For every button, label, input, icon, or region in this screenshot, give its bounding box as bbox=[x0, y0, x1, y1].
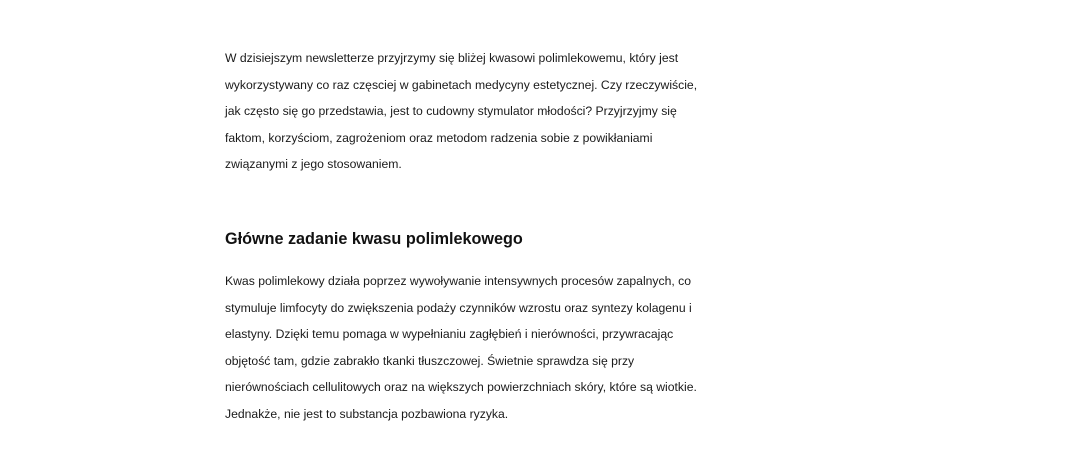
section-heading: Główne zadanie kwasu polimlekowego bbox=[225, 230, 523, 248]
section-paragraph bbox=[225, 268, 697, 428]
section-line: stymuluje limfocyty do zwiększenia podaży czynników wzrostu oraz syntezy kolagenu i bbox=[225, 300, 692, 315]
intro-line: wykorzystywany co raz częsciej w gabinetach medycyny estetycznej. Czy rzeczywiście, bbox=[225, 77, 698, 92]
intro-line: W dzisiejszym newsletterze przyjrzymy się bliżej kwasowi polimlekowemu, który jest bbox=[225, 51, 679, 65]
section-line: elastyny. Dzięki temu pomaga w wypełnianiu zagłębień i nierówności, przywracając bbox=[225, 327, 674, 342]
intro-line: związanymi z jego stosowaniem. bbox=[225, 157, 402, 172]
intro-line: jak często się go przedstawia, jest to cudowny stymulator młodości? Przyjrzyjmy się bbox=[225, 104, 677, 119]
section-line: Jednakże, nie jest to substancja pozbawiona ryzyka. bbox=[225, 406, 509, 421]
section-line: nierównościach cellulitowych oraz na większych powierzchniach skóry, które są wiotkie. bbox=[225, 380, 697, 395]
intro-line: faktom, korzyściom, zagrożeniom oraz metodom radzenia sobie z powikłaniami bbox=[225, 130, 653, 145]
section-line: objętość tam, gdzie zabrakło tkanki tłuszczowej. Świetnie sprawdza się przy bbox=[225, 353, 635, 368]
newsletter-article bbox=[225, 45, 750, 421]
section-line: Kwas polimlekowy działa poprzez wywoływanie intensywnych procesów zapalnych, co bbox=[225, 274, 692, 288]
intro-paragraph bbox=[225, 45, 750, 178]
